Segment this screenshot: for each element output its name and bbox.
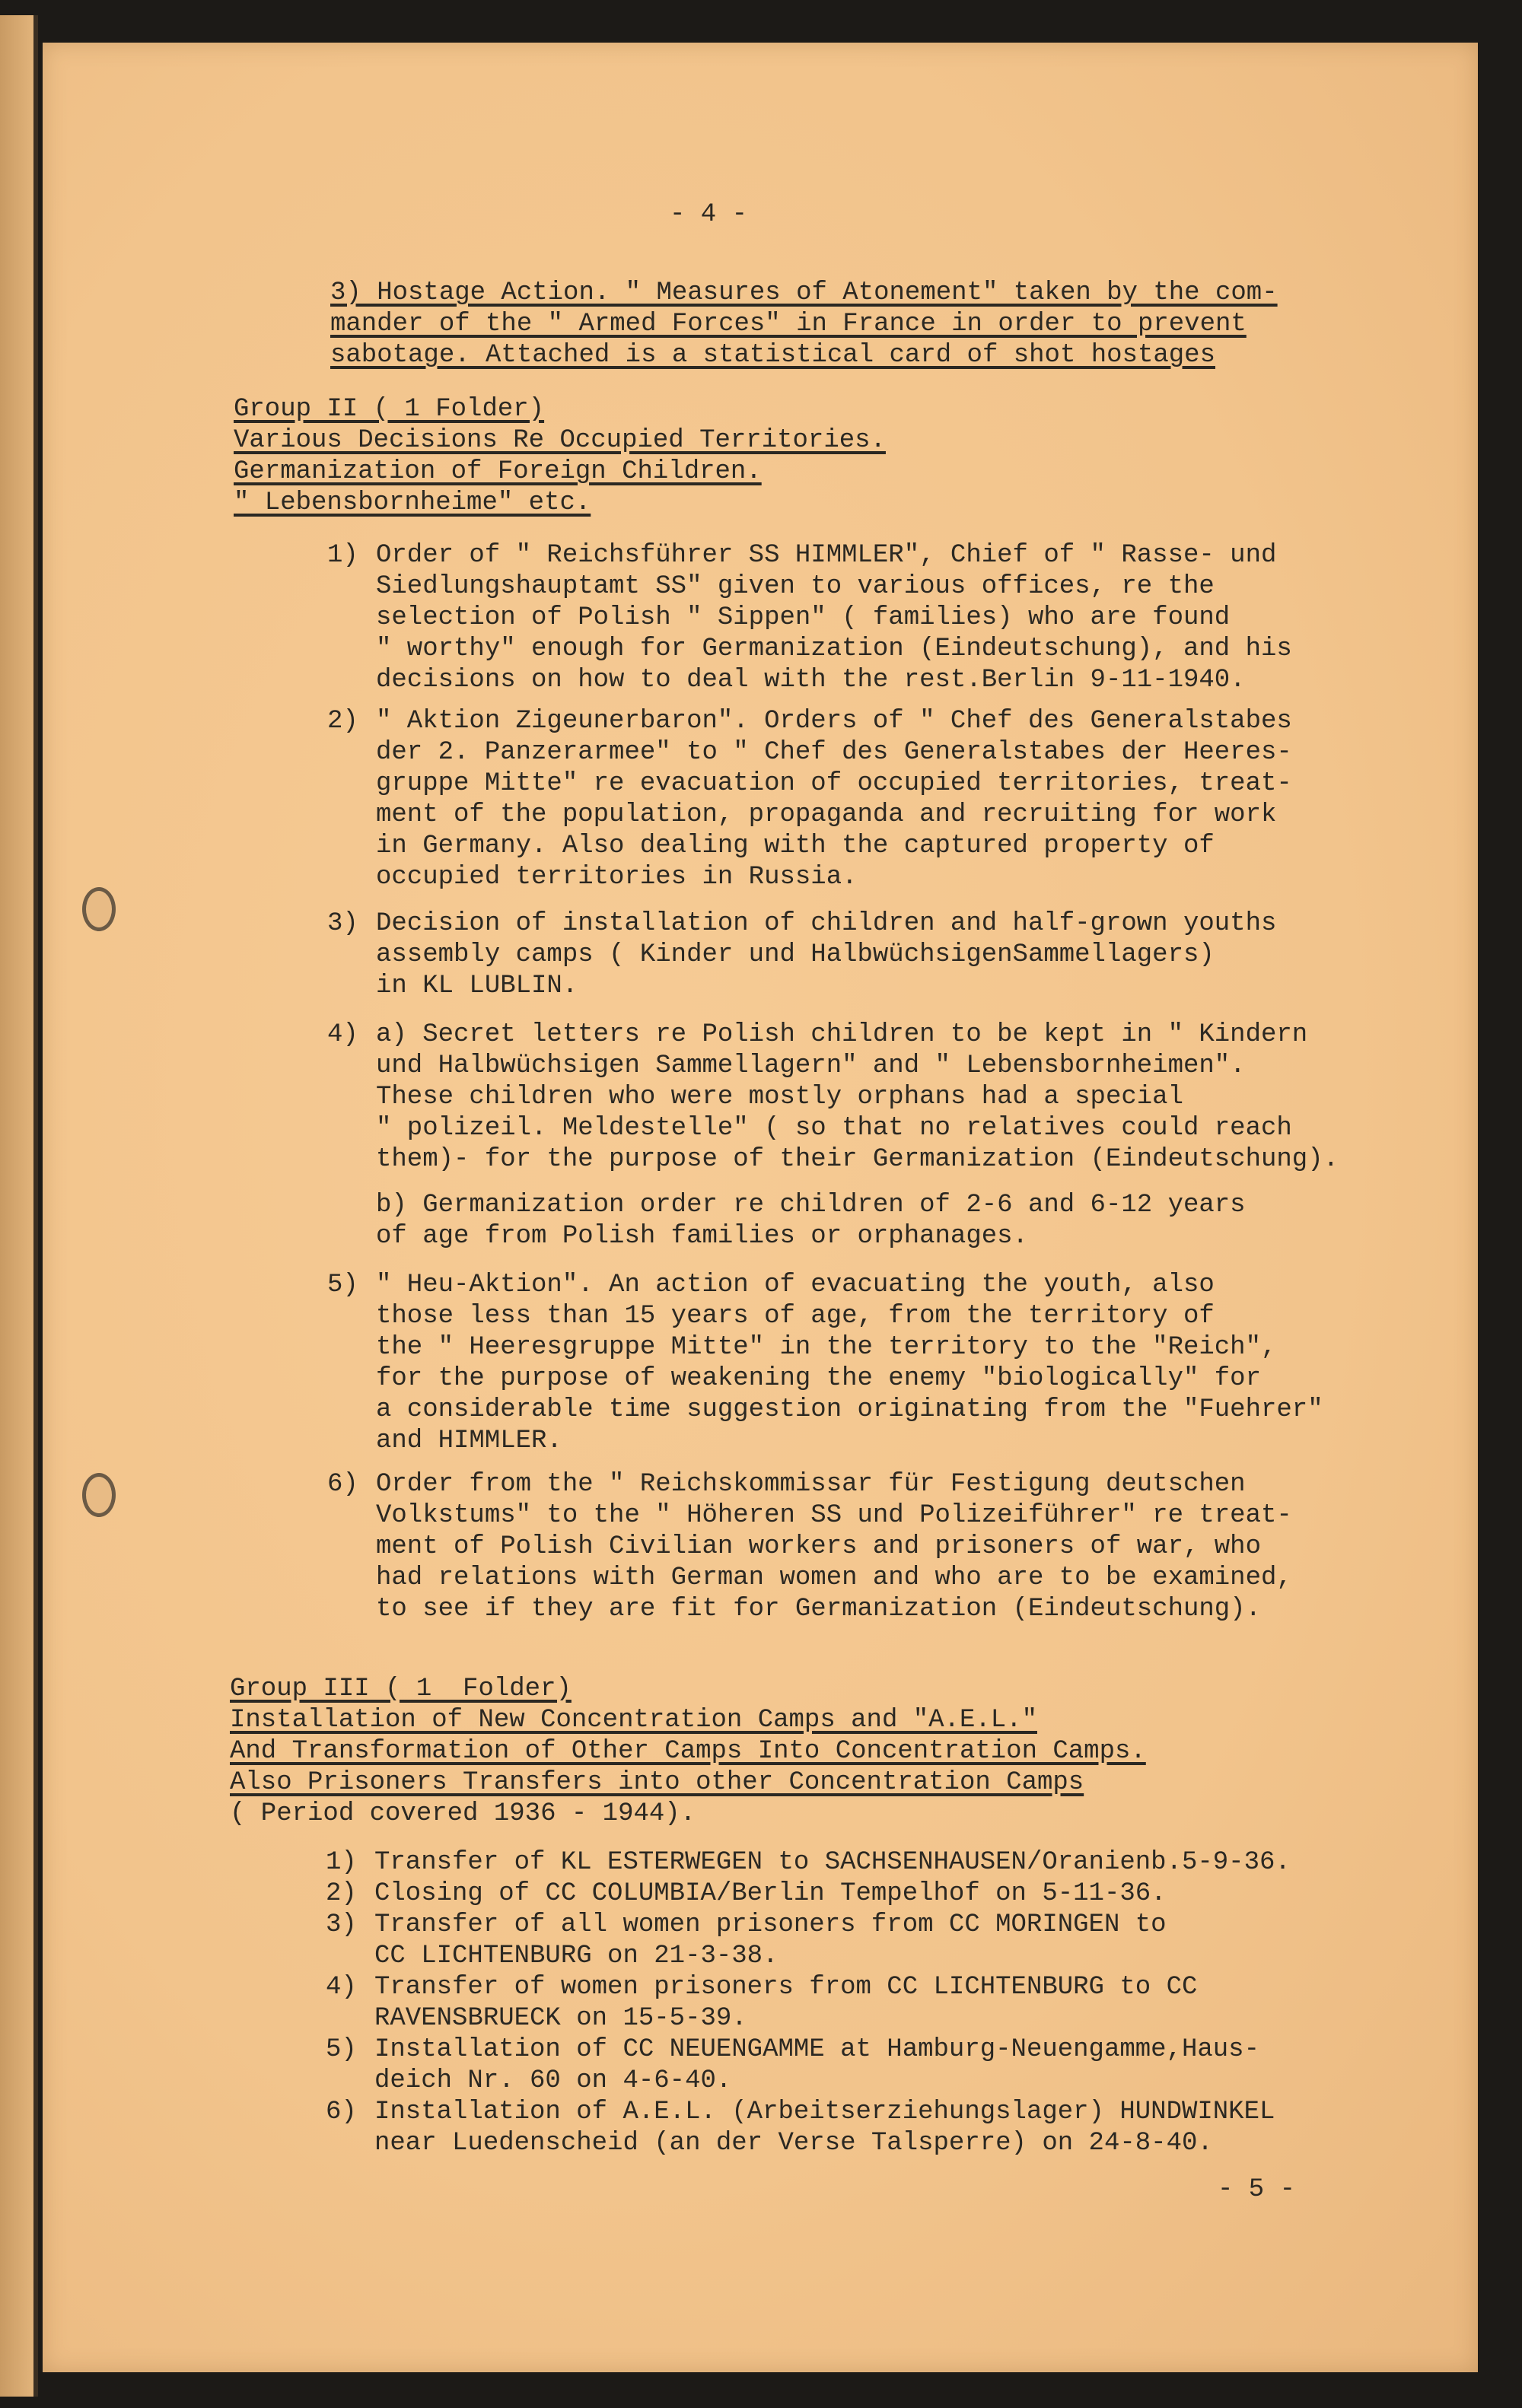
text-line: RAVENSBRUECK on 15-5-39. — [374, 2004, 747, 2033]
item-number: 3) — [327, 909, 358, 938]
text-line: Installation of CC NEUENGAMME at Hamburg-Neuengamme,Haus- — [374, 2035, 1259, 2064]
heading-line: Also Prisoners Transfers into other Concentration Camps — [230, 1768, 1084, 1797]
text-line: in KL LUBLIN. — [376, 972, 578, 1000]
text-line: ment of Polish Civilian workers and prisoners of war, who — [376, 1532, 1261, 1561]
group2-item-6 — [327, 1469, 1292, 1625]
item-number: 2) — [326, 1879, 357, 1908]
text-line: Order of " Reichsführer SS HIMMLER", Chief of " Rasse- und — [376, 541, 1277, 570]
text-line: CC LICHTENBURG on 21-3-38. — [374, 1942, 779, 1971]
heading-line: " Lebensbornheime" etc. — [234, 488, 591, 517]
item-number: 4) — [326, 1973, 357, 2002]
text-line: " polizeil. Meldestelle" ( so that no relatives could reach — [376, 1114, 1292, 1143]
item-number: 1) — [327, 541, 358, 570]
text-line: und Halbwüchsigen Sammellagern" and " Lebensbornheimen". — [376, 1051, 1246, 1080]
text-line: had relations with German women and who are to be examined, — [376, 1563, 1292, 1592]
group2-item-4a — [327, 1020, 1339, 1175]
item-number: 6) — [327, 1470, 358, 1499]
group2-item-2 — [327, 706, 1292, 893]
text-line: of age from Polish families or orphanages. — [376, 1222, 1028, 1251]
list-item — [326, 1878, 1291, 1910]
text-line: a) Secret letters re Polish children to be kept in " Kindern — [376, 1020, 1308, 1049]
text-line: decisions on how to deal with the rest.Berlin 9-11-1940. — [376, 666, 1246, 695]
item-number: 5) — [327, 1271, 358, 1299]
hostage-action-heading — [330, 278, 1278, 371]
page-number-top: - 4 - — [670, 200, 748, 229]
group2-item-1 — [327, 540, 1292, 696]
text-line: in Germany. Also dealing with the captured property of — [376, 832, 1215, 860]
text-line: Transfer of KL ESTERWEGEN to SACHSENHAUSEN/Oranienb.5-9-36. — [374, 1848, 1291, 1877]
list-item — [326, 2097, 1291, 2128]
text-line: Siedlungshauptamt SS" given to various offices, re the — [376, 572, 1215, 601]
text-line: These children who were mostly orphans had a special — [376, 1083, 1183, 1112]
heading-line: Installation of New Concentration Camps and "A.E.L." — [230, 1706, 1037, 1735]
text-line: and HIMMLER. — [376, 1427, 562, 1455]
text-line: mander of the " Armed Forces" in France in order to prevent — [330, 310, 1247, 339]
text-line: " Heu-Aktion". An action of evacuating the youth, also — [376, 1271, 1215, 1299]
text-line: for the purpose of weakening the enemy "biologically" for — [376, 1364, 1261, 1393]
group2-item-4b — [376, 1190, 1246, 1252]
heading-line: Various Decisions Re Occupied Territories. — [234, 426, 886, 455]
text-line: near Luedenscheid (an der Verse Talsperre) on 24-8-40. — [374, 2129, 1213, 2158]
group3-heading — [230, 1674, 1146, 1830]
text-line: sabotage. Attached is a statistical card of shot hostages — [330, 341, 1215, 370]
punch-hole — [82, 1473, 116, 1517]
heading-line: Germanization of Foreign Children. — [234, 457, 762, 486]
item-number: 5) — [326, 2035, 357, 2064]
adjacent-page-edge — [0, 15, 38, 2397]
text-line: Decision of installation of children and half-grown youths — [376, 909, 1277, 938]
text-line: selection of Polish " Sippen" ( families) who are found — [376, 603, 1231, 632]
text-line: deich Nr. 60 on 4-6-40. — [374, 2066, 732, 2095]
heading-line: Group III ( 1 Folder) — [230, 1675, 572, 1703]
text-line: ment of the population, propaganda and recruiting for work — [376, 800, 1277, 829]
text-line: Transfer of women prisoners from CC LICHTENBURG to CC — [374, 1973, 1198, 2002]
group3-items — [326, 1847, 1291, 2159]
text-line: assembly camps ( Kinder und HalbwüchsigenSammellagers) — [376, 940, 1215, 969]
page-number-bottom: - 5 - — [1218, 2175, 1296, 2204]
text-line: to see if they are fit for Germanization (Eindeutschung). — [376, 1595, 1261, 1624]
text-line: " Aktion Zigeunerbaron". Orders of " Chef des Generalstabes — [376, 707, 1292, 736]
punch-hole — [82, 887, 116, 931]
item-number: 3) — [326, 1910, 357, 1939]
text-line: Installation of A.E.L. (Arbeitserziehungslager) HUNDWINKEL — [374, 2098, 1275, 2126]
text-line: der 2. Panzerarmee" to " Chef des Generalstabes der Heeres- — [376, 738, 1292, 767]
list-item — [326, 1910, 1291, 1941]
group2-heading — [234, 394, 886, 519]
text-line: Volkstums" to the " Höheren SS und Polizeiführer" re treat- — [376, 1501, 1292, 1530]
text-line: those less than 15 years of age, from the territory of — [376, 1302, 1215, 1331]
period-line: ( Period covered 1936 - 1944). — [230, 1799, 696, 1828]
list-item — [326, 2034, 1291, 2066]
item-number: 1) — [326, 1848, 357, 1877]
text-line: b) Germanization order re children of 2-6 and 6-12 years — [376, 1191, 1246, 1220]
text-line: them)- for the purpose of their Germanization (Eindeutschung). — [376, 1145, 1339, 1174]
item-number: 6) — [326, 2098, 357, 2126]
heading-line: And Transformation of Other Camps Into Concentration Camps. — [230, 1737, 1146, 1766]
list-item — [326, 1847, 1291, 1878]
item-number: 4) — [327, 1020, 358, 1049]
text-line: a considerable time suggestion originating from the "Fuehrer" — [376, 1395, 1323, 1424]
text-line: Transfer of all women prisoners from CC MORINGEN to — [374, 1910, 1167, 1939]
text-line: gruppe Mitte" re evacuation of occupied territories, treat- — [376, 769, 1292, 798]
text-line: Order from the " Reichskommissar für Festigung deutschen — [376, 1470, 1246, 1499]
text-line: Closing of CC COLUMBIA/Berlin Tempelhof on 5-11-36. — [374, 1879, 1167, 1908]
list-item — [326, 1972, 1291, 2003]
text-line: " worthy" enough for Germanization (Eindeutschung), and his — [376, 635, 1292, 663]
text-line: occupied territories in Russia. — [376, 863, 858, 892]
group2-item-5 — [327, 1270, 1323, 1457]
group2-item-3 — [327, 908, 1277, 1002]
text-line: the " Heeresgruppe Mitte" in the territory to the "Reich", — [376, 1333, 1277, 1362]
text-line: 3) Hostage Action. " Measures of Atonement" taken by the com- — [330, 278, 1278, 307]
item-number: 2) — [327, 707, 358, 736]
heading-line: Group II ( 1 Folder) — [234, 395, 545, 424]
